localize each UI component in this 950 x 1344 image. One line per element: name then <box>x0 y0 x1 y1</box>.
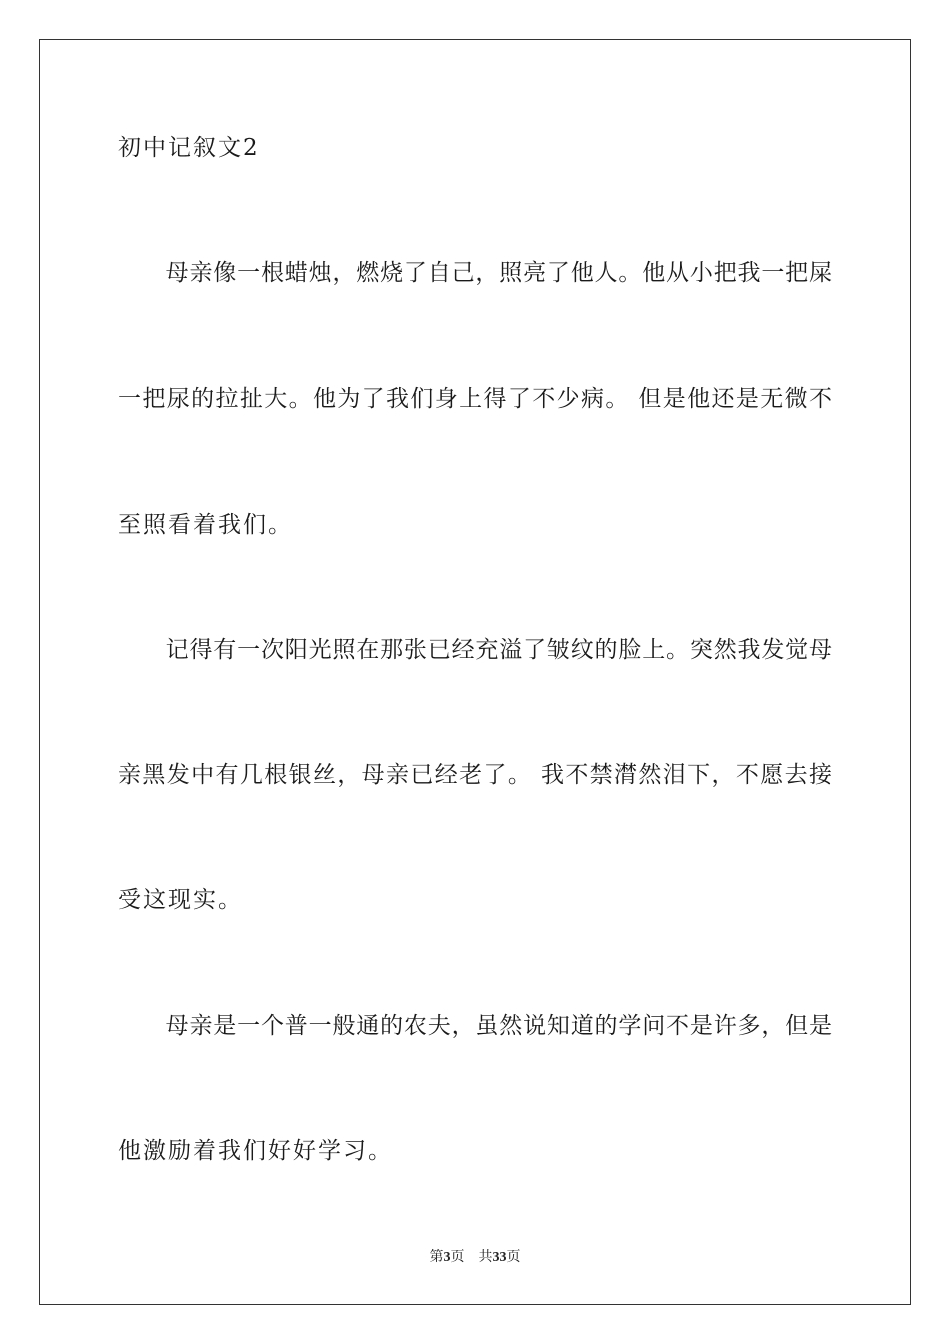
paragraph-3-line-1: 母亲是一个普一般通的农夫，虽然说知道的学问不是许多，但是 <box>118 1013 832 1039</box>
page-prefix: 第 <box>429 1249 444 1265</box>
paragraph-2-line-1: 记得有一次阳光照在那张已经充溢了皱纹的脸上。突然我发觉母 <box>118 637 832 663</box>
page-border <box>39 39 911 1305</box>
paragraph-1-line-1: 母亲像一根蜡烛，燃烧了自己，照亮了他人。他从小把我一把屎 <box>118 260 832 286</box>
paragraph-3-line-2: 他激励着我们好好学习。 <box>118 1138 393 1164</box>
paragraph-2-line-3: 受这现实。 <box>118 887 243 913</box>
paragraph-1-line-2: 一把尿的拉扯大。他为了我们身上得了不少病。 但是他还是无微不 <box>118 386 832 412</box>
total-prefix: 共 <box>478 1249 493 1265</box>
page-footer <box>0 1248 950 1267</box>
total-pages: 33 <box>492 1250 507 1265</box>
paragraph-2-line-2: 亲黑发中有几根银丝，母亲已经老了。 我不禁潸然泪下，不愿去接 <box>118 762 832 788</box>
paragraph-1-line-3: 至照看着我们。 <box>118 512 293 538</box>
page-suffix: 页 <box>450 1249 465 1265</box>
total-suffix: 页 <box>506 1249 521 1265</box>
page-number: 3 <box>443 1250 451 1265</box>
document-heading: 初中记叙文2 <box>118 135 260 161</box>
